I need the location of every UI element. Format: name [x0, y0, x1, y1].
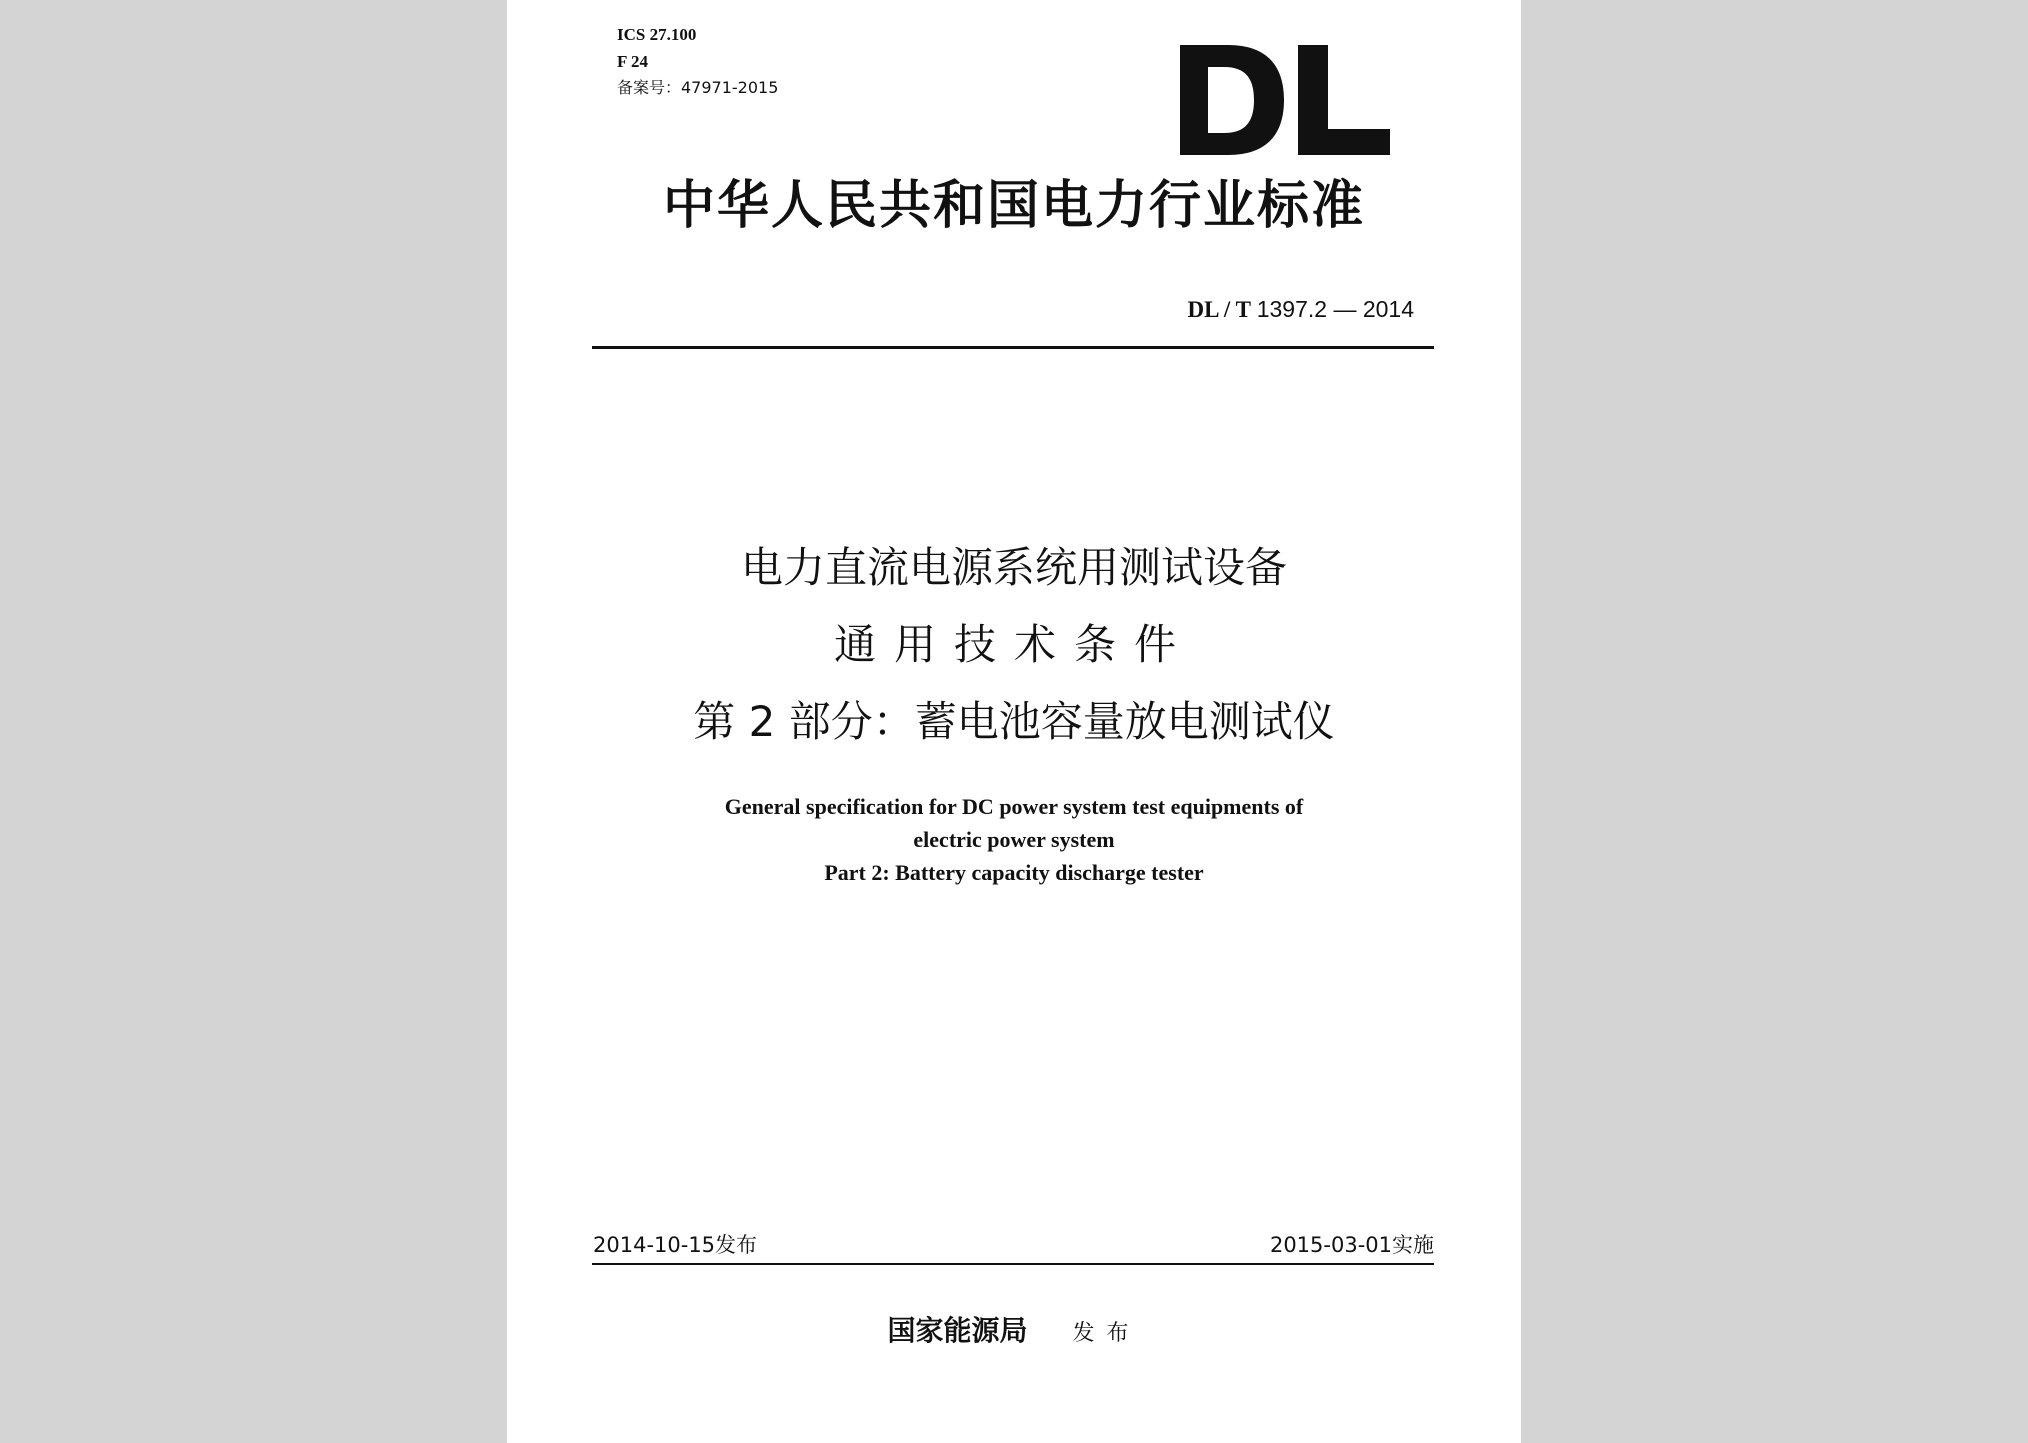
dl-logo-letter-l [1298, 45, 1390, 155]
publisher-line [507, 1314, 1521, 1347]
industry-standard-header: 中华人民共和国电力行业标准 [662, 175, 1365, 236]
title-en-line-3: Part 2: Battery capacity discharge tester [824, 860, 1204, 885]
standard-code-number: 1397.2 — 2014 [1256, 296, 1414, 322]
ics-code: ICS 27.100 [617, 25, 697, 44]
footer-divider [592, 1263, 1434, 1265]
title-zh-line-3: 第 2 部分：蓄电池容量放电测试仪 [693, 697, 1335, 746]
title-zh-line-1: 电力直流电源系统用测试设备 [740, 543, 1287, 592]
title-zh-line-2: 通用技术条件 [833, 620, 1194, 669]
publisher-name: 国家能源局 [887, 1314, 1028, 1347]
publisher-action: 发布 [1072, 1321, 1141, 1346]
classification-code: F 24 [617, 52, 649, 71]
title-en-line-1: General specification for DC power system test equipments of [724, 794, 1304, 819]
header-divider [592, 346, 1434, 349]
title-en-line-2: electric power system [913, 827, 1115, 852]
dl-logo [1180, 45, 1390, 155]
document-page [507, 0, 1521, 1443]
registration-number: 备案号：47971-2015 [617, 78, 779, 97]
standard-code-prefix: DL / T [1187, 297, 1251, 322]
implementation-date: 2015-03-01实施 [1269, 1233, 1434, 1257]
issue-date: 2014-10-15发布 [593, 1233, 758, 1257]
standard-code [1187, 296, 1414, 323]
dl-logo-letter-d [1180, 45, 1284, 155]
